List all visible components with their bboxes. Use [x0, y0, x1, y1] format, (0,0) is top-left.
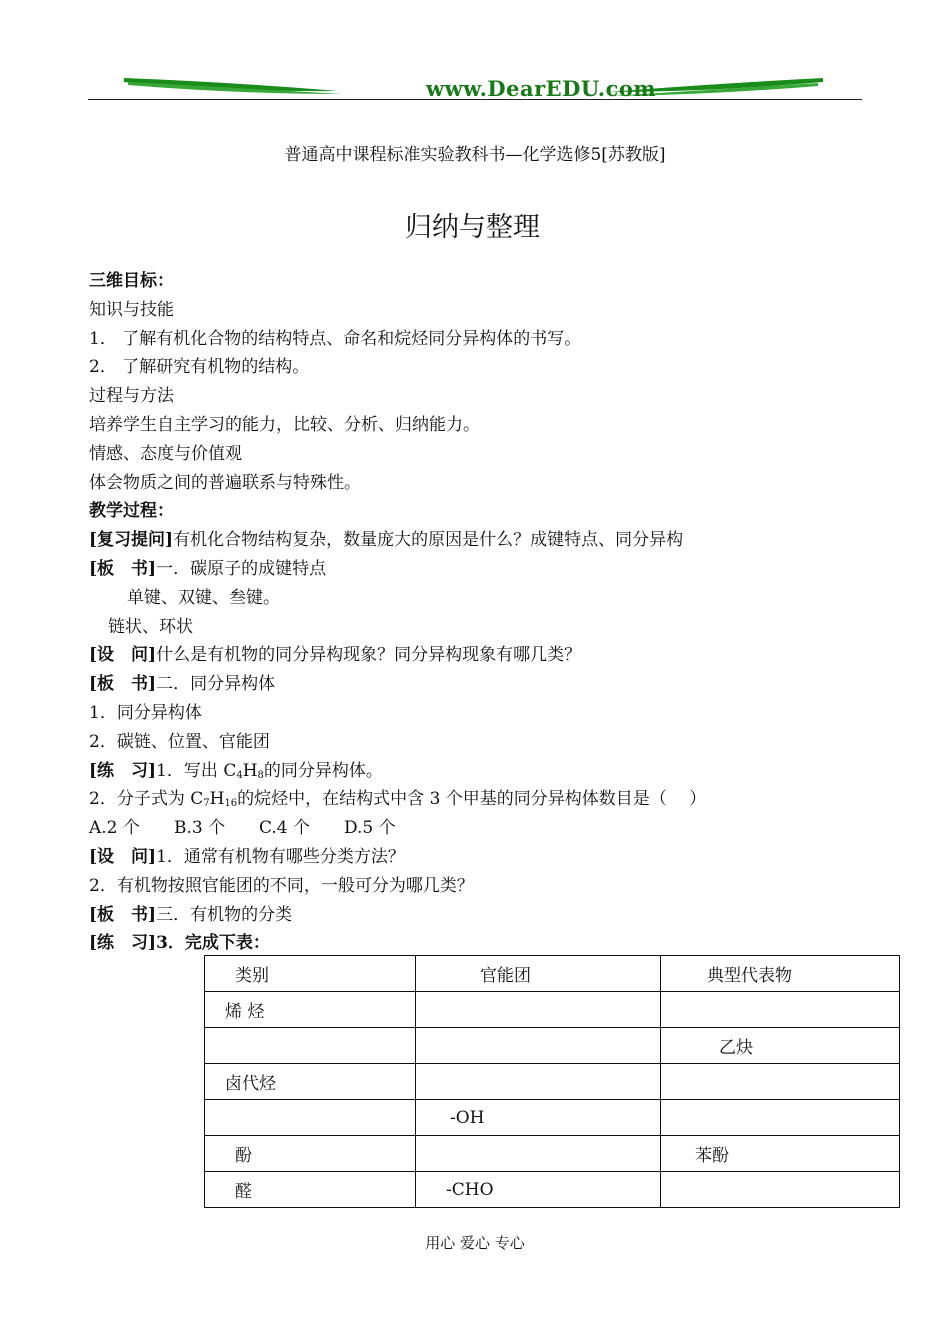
table-cell: 苯酚	[661, 1136, 900, 1172]
line-text: 的同分异构体。	[263, 760, 383, 781]
table-cell	[661, 992, 900, 1028]
text-line	[89, 641, 779, 670]
table-header-cell: 官能团	[416, 956, 661, 992]
line-tag: [设 问]	[89, 645, 157, 666]
text-line	[89, 843, 779, 872]
table-row	[205, 1028, 900, 1064]
text-line: 单键、双键、叁键。	[127, 587, 280, 608]
answer-options	[89, 814, 779, 843]
text-line	[89, 555, 779, 584]
option-b: B.3 个	[174, 818, 226, 839]
line-tag: [板 书]	[89, 674, 157, 695]
line-text: 3．完成下表：	[156, 933, 270, 954]
table-row	[205, 1136, 900, 1172]
table-cell	[416, 1136, 661, 1172]
doc-body	[89, 267, 779, 958]
text-line: 2．有机物按照官能团的不同，一般可分为哪几类？	[89, 875, 474, 896]
line-text: 的烷烃中，在结构式中含 3 个甲基的同分异构体数目是（ ）	[237, 789, 707, 810]
line-tag: [板 书]	[89, 558, 157, 579]
line-text: 1．写出 C	[156, 760, 237, 781]
section-heading-objectives: 三维目标：	[89, 271, 174, 291]
table-row	[205, 1172, 900, 1208]
section-heading-process: 教学过程：	[89, 501, 174, 522]
line-text: 1．通常有机物有哪些分类方法？	[156, 846, 405, 867]
subscript: 7	[203, 798, 210, 810]
table-cell: 醛	[205, 1172, 416, 1208]
classification-table	[204, 955, 900, 1208]
line-text: 一．碳原子的成键特点	[156, 558, 327, 579]
text-line	[89, 785, 779, 814]
text-line	[89, 526, 779, 555]
table-header-cell: 类别	[205, 956, 416, 992]
line-tag: [练 习]	[89, 933, 157, 954]
option-c: C.4 个	[259, 818, 311, 839]
table-cell: -CHO	[416, 1172, 661, 1208]
line-text: 2．分子式为 C	[89, 789, 204, 810]
table-cell	[416, 992, 661, 1028]
table-cell	[416, 1064, 661, 1100]
table-cell: 烯 烃	[205, 992, 416, 1028]
text-line: 培养学生自主学习的能力，比较、分析、归纳能力。	[89, 414, 480, 435]
table-cell	[661, 1172, 900, 1208]
doc-subtitle: 普通高中课程标准实验教科书—化学选修5[苏教版]	[284, 145, 666, 165]
subscript: 8	[257, 769, 264, 781]
text-line	[89, 929, 779, 958]
table-row	[205, 992, 900, 1028]
line-tag: [板 书]	[89, 904, 157, 925]
table-header-cell: 典型代表物	[661, 956, 900, 992]
text-line: 1．同分异构体	[89, 702, 202, 723]
subscript: 16	[224, 798, 238, 810]
site-logo-text[interactable]: www.DearEDU.com	[426, 76, 657, 101]
line-text: 三．有机物的分类	[156, 904, 293, 925]
option-a: A.2 个	[89, 818, 140, 839]
table-cell: -OH	[416, 1100, 661, 1136]
doc-title: 归纳与整理	[405, 212, 540, 243]
table-cell: 酚	[205, 1136, 416, 1172]
page-footer: 用心 爱心 专心	[425, 1234, 525, 1252]
text-line: 情感、态度与价值观	[89, 443, 242, 464]
line-tag: [设 问]	[89, 846, 157, 867]
line-text: 有机化合物结构复杂，数量庞大的原因是什么？成键特点、同分异构	[173, 530, 684, 551]
text-line: 2．碳链、位置、官能团	[89, 731, 270, 752]
table-header-row	[205, 956, 900, 992]
line-text: H	[209, 789, 225, 810]
table-cell: 卤代烃	[205, 1064, 416, 1100]
text-line: 链状、环状	[108, 616, 193, 637]
line-text: H	[242, 760, 258, 781]
table-cell: 乙炔	[661, 1028, 900, 1064]
table-cell	[661, 1100, 900, 1136]
text-line: 1． 了解有机化合物的结构特点、命名和烷烃同分异构体的书写。	[89, 328, 582, 349]
text-line	[89, 670, 779, 699]
line-text: 二．同分异构体	[156, 674, 276, 695]
line-tag: [复习提问]	[89, 530, 174, 551]
text-line: 2． 了解研究有机物的结构。	[89, 357, 310, 378]
option-d: D.5 个	[344, 818, 396, 839]
table-row	[205, 1100, 900, 1136]
table-cell	[205, 1100, 416, 1136]
text-line	[89, 901, 779, 930]
table-row	[205, 1064, 900, 1100]
text-line: 过程与方法	[89, 386, 174, 407]
line-text: 什么是有机物的同分异构现象？同分异构现象有哪几类？	[156, 645, 582, 666]
subscript: 4	[236, 769, 243, 781]
text-line: 体会物质之间的普遍联系与特殊性。	[89, 472, 361, 493]
table-cell	[661, 1064, 900, 1100]
text-line: 知识与技能	[89, 299, 174, 320]
line-tag: [练 习]	[89, 760, 157, 781]
header-divider	[88, 99, 862, 100]
table-cell	[205, 1028, 416, 1064]
text-line	[89, 757, 779, 786]
table-cell	[416, 1028, 661, 1064]
